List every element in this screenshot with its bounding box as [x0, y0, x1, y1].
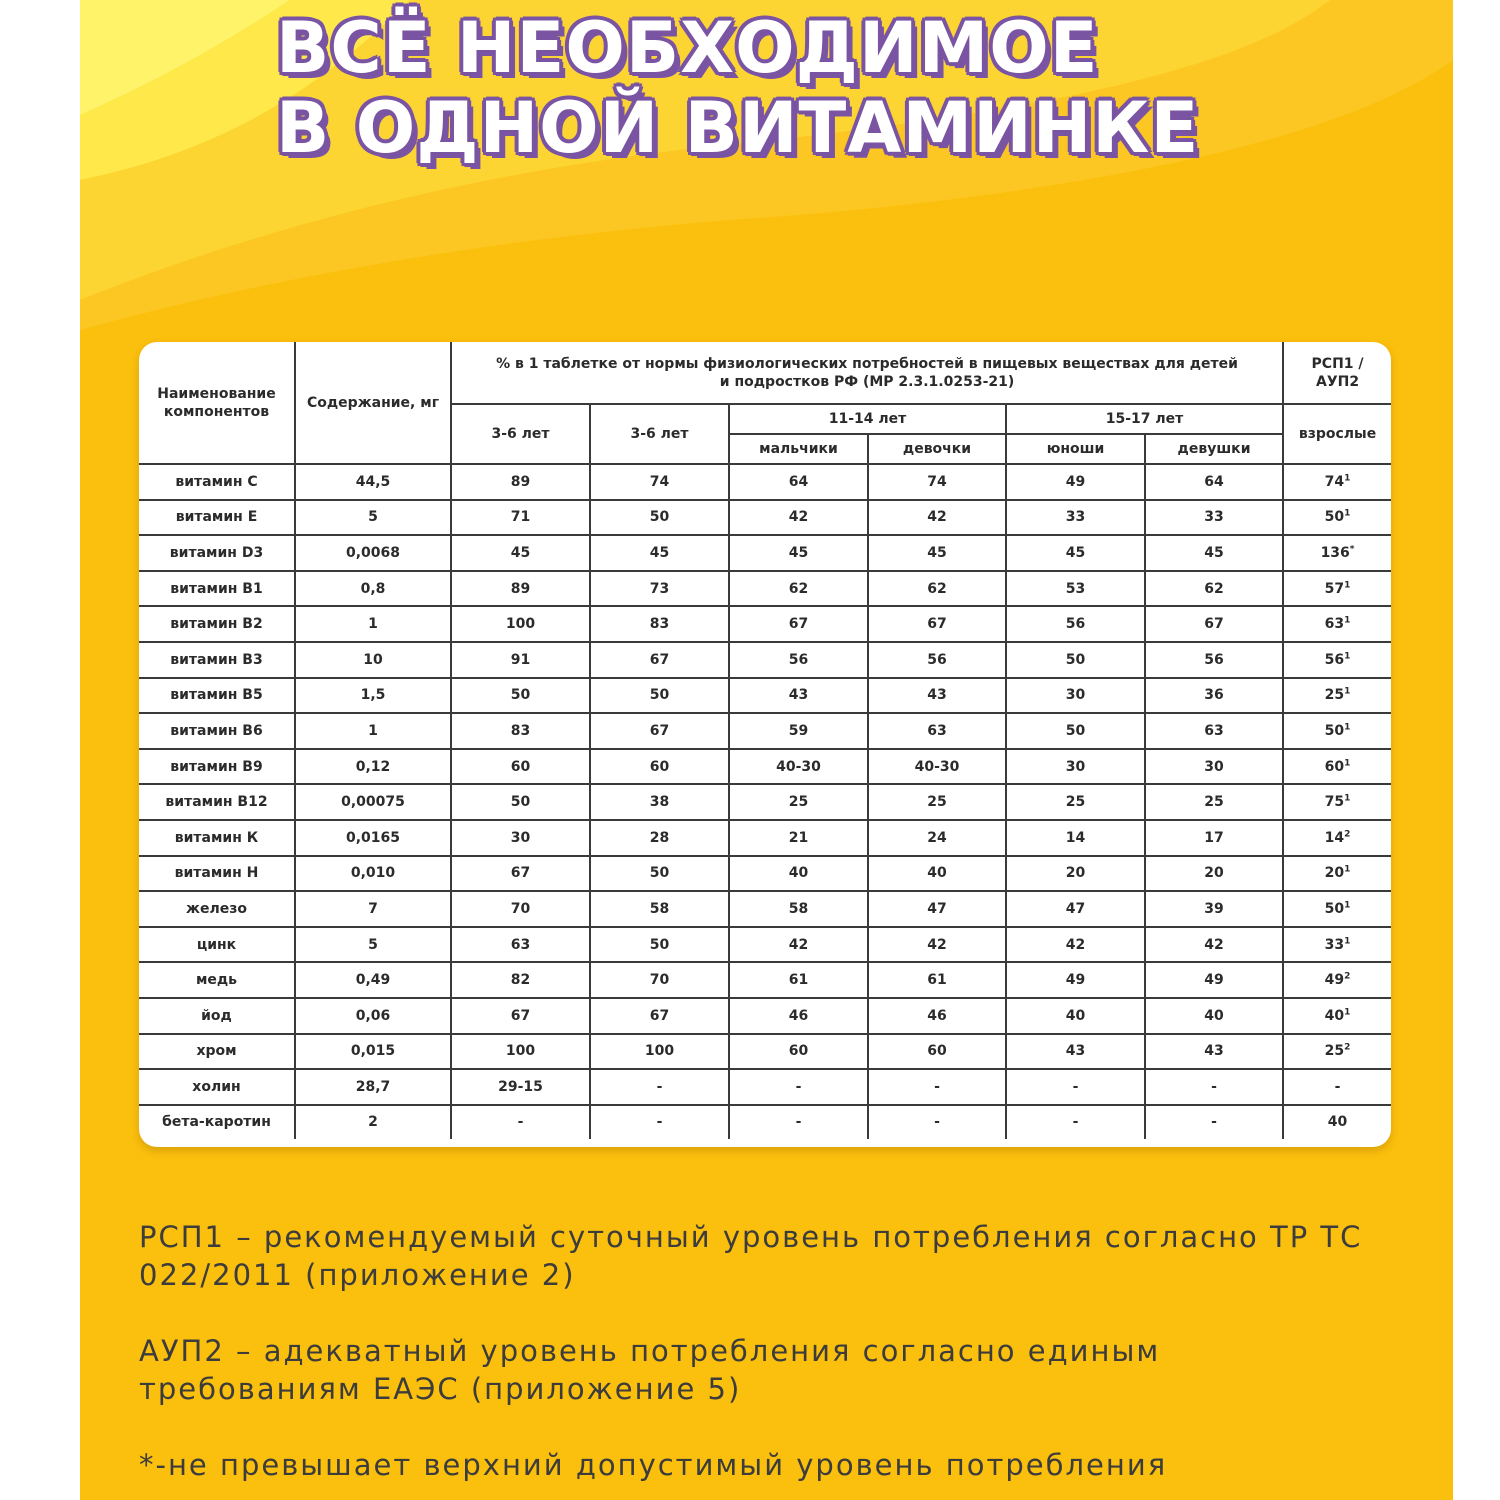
table-cell: $20^1$: [1283, 856, 1391, 892]
table-row: [139, 998, 1391, 1034]
table-cell: -: [868, 1105, 1006, 1140]
table-cell: 56: [868, 642, 1006, 678]
component-name-cell: хром: [139, 1034, 295, 1070]
component-name-cell: витамин D3: [139, 535, 295, 571]
table-cell: 33: [1145, 500, 1283, 536]
table-cell: 25: [868, 784, 1006, 820]
table-cell: 63: [868, 713, 1006, 749]
component-name-cell: витамин С: [139, 464, 295, 500]
table-cell: $56^1$: [1283, 642, 1391, 678]
table-cell: 0,00075: [295, 784, 451, 820]
table-cell: 0,010: [295, 856, 451, 892]
table-cell: 5: [295, 927, 451, 963]
table-cell: 44,5: [295, 464, 451, 500]
table-cell: 61: [729, 962, 868, 998]
table-cell: 40: [868, 856, 1006, 892]
footnote-marker: 1: [1344, 757, 1351, 768]
table-row: [139, 927, 1391, 963]
table-cell: 1: [295, 713, 451, 749]
table-cell: 67: [1145, 606, 1283, 642]
table-cell: 56: [1145, 642, 1283, 678]
table-cell: 58: [729, 891, 868, 927]
table-cell: 67: [868, 606, 1006, 642]
table-cell: 42: [1145, 927, 1283, 963]
footnote-marker: 1: [1344, 686, 1351, 697]
table-cell: 39: [1145, 891, 1283, 927]
component-name-cell: железо: [139, 891, 295, 927]
table-cell: 42: [868, 500, 1006, 536]
table-cell: 40: [1006, 998, 1145, 1034]
table-cell: 64: [729, 464, 868, 500]
table-cell: 67: [590, 998, 729, 1034]
table-cell: 47: [1006, 891, 1145, 927]
table-cell: 30: [451, 820, 590, 856]
table-cell: 38: [590, 784, 729, 820]
table-cell: 0,015: [295, 1034, 451, 1070]
component-name-cell: витамин В6: [139, 713, 295, 749]
footnote-marker: 1: [1344, 722, 1351, 733]
table-row: [139, 713, 1391, 749]
headline: [276, 8, 1199, 168]
table-cell: $75^1$: [1283, 784, 1391, 820]
table-cell: 30: [1145, 749, 1283, 785]
table-cell: 1,5: [295, 678, 451, 714]
table-cell: 56: [1006, 606, 1145, 642]
table-cell: 100: [590, 1034, 729, 1070]
table-cell: 50: [451, 678, 590, 714]
footnote-marker: *: [1349, 544, 1355, 555]
table-cell: 82: [451, 962, 590, 998]
table-cell: 49: [1006, 464, 1145, 500]
table-cell: 0,49: [295, 962, 451, 998]
component-name-cell: бета-каротин: [139, 1105, 295, 1140]
table-cell: 67: [590, 713, 729, 749]
table-cell: 46: [729, 998, 868, 1034]
table-cell: 70: [590, 962, 729, 998]
table-cell: -: [1006, 1105, 1145, 1140]
table-cell: 50: [451, 784, 590, 820]
table-row: [139, 500, 1391, 536]
table-cell: 50: [1006, 642, 1145, 678]
table-cell: $74^1$: [1283, 464, 1391, 500]
table-row: [139, 464, 1391, 500]
table-cell: 89: [451, 464, 590, 500]
footnote-marker: 1: [1344, 793, 1351, 804]
table-cell: 45: [1145, 535, 1283, 571]
table-cell: -: [451, 1105, 590, 1140]
component-name-cell: витамин В12: [139, 784, 295, 820]
footnote-marker: 1: [1344, 900, 1351, 911]
table-cell: 62: [1145, 571, 1283, 607]
header-girls-15-17: девушки: [1145, 434, 1283, 464]
table-cell: 61: [868, 962, 1006, 998]
table-cell: 30: [1006, 678, 1145, 714]
table-cell: $50^1$: [1283, 713, 1391, 749]
component-name-cell: витамин В5: [139, 678, 295, 714]
table-row: [139, 606, 1391, 642]
header-youths: юноши: [1006, 434, 1145, 464]
component-name-cell: витамин В2: [139, 606, 295, 642]
table-cell: 28: [590, 820, 729, 856]
table-row: [139, 856, 1391, 892]
note-aup: АУП2 – адекватный уровень потребления согласно единым требованиям ЕАЭС (приложение 5): [139, 1334, 1161, 1406]
table-cell: 100: [451, 606, 590, 642]
footnote-marker: 1: [1344, 1007, 1351, 1018]
table-cell: 67: [729, 606, 868, 642]
table-cell: $63^1$: [1283, 606, 1391, 642]
header-name: Наименование компонентов: [139, 342, 295, 464]
component-name-cell: цинк: [139, 927, 295, 963]
table-cell: 60: [590, 749, 729, 785]
table-cell: 43: [1145, 1034, 1283, 1070]
table-row: [139, 820, 1391, 856]
table-cell: 29-15: [451, 1069, 590, 1105]
table-cell: 47: [868, 891, 1006, 927]
table-cell: 91: [451, 642, 590, 678]
table-cell: 60: [451, 749, 590, 785]
header-age-11-14: 11-14 лет: [729, 404, 1006, 434]
table-cell: $57^1$: [1283, 571, 1391, 607]
table-cell: 42: [729, 927, 868, 963]
note-rsp: РСП1 – рекомендуемый суточный уровень потребления согласно ТР ТС 022/2011 (приложение 2): [139, 1220, 1363, 1292]
table-cell: 1: [295, 606, 451, 642]
table-cell: 136*: [1283, 535, 1391, 571]
table-cell: 67: [451, 856, 590, 892]
footnote-marker: 1: [1344, 651, 1351, 662]
table-cell: 40: [729, 856, 868, 892]
table-cell: 43: [1006, 1034, 1145, 1070]
component-name-cell: медь: [139, 962, 295, 998]
table-row: [139, 571, 1391, 607]
table-body: [139, 464, 1391, 1139]
table-cell: 58: [590, 891, 729, 927]
footnote-marker: 1: [1344, 508, 1351, 519]
table-cell: 49: [1006, 962, 1145, 998]
table-cell: 33: [1006, 500, 1145, 536]
table-cell: $60^1$: [1283, 749, 1391, 785]
table-cell: 67: [590, 642, 729, 678]
footnotes: [139, 1218, 1389, 1500]
table-cell: -: [590, 1069, 729, 1105]
table-cell: 74: [868, 464, 1006, 500]
footnote-marker: 2: [1344, 1042, 1351, 1053]
table-cell: 45: [729, 535, 868, 571]
table-cell: $50^1$: [1283, 891, 1391, 927]
table-cell: 60: [868, 1034, 1006, 1070]
component-name-cell: йод: [139, 998, 295, 1034]
table-cell: 10: [295, 642, 451, 678]
table-cell: 28,7: [295, 1069, 451, 1105]
table-cell: 40: [1283, 1105, 1391, 1140]
product-card: [80, 0, 1453, 1500]
table-row: [139, 962, 1391, 998]
footnote-marker: 2: [1344, 829, 1351, 840]
header-age-15-17: 15-17 лет: [1006, 404, 1283, 434]
header-adults: взрослые: [1283, 404, 1391, 464]
table-cell: 25: [729, 784, 868, 820]
header-percent-group: % в 1 таблетке от нормы физиологических потребностей в пищевых веществах для детей и подростков РФ (МР 2.3.1.0253-21): [451, 342, 1283, 404]
table-cell: -: [1145, 1105, 1283, 1140]
component-name-cell: витамин В3: [139, 642, 295, 678]
note-star: *-не превышает верхний допустимый уровень потребления: [139, 1448, 1168, 1482]
table-cell: 50: [590, 856, 729, 892]
table-cell: 50: [590, 927, 729, 963]
headline-line-2: В ОДНОЙ ВИТАМИНКЕ: [276, 87, 1200, 169]
table-cell: 45: [1006, 535, 1145, 571]
table-cell: 25: [1145, 784, 1283, 820]
table-cell: 74: [590, 464, 729, 500]
table-cell: 45: [451, 535, 590, 571]
table-cell: 62: [729, 571, 868, 607]
table-cell: 71: [451, 500, 590, 536]
table-row: [139, 678, 1391, 714]
table-cell: 45: [590, 535, 729, 571]
table-cell: -: [729, 1069, 868, 1105]
table-cell: 14: [1006, 820, 1145, 856]
table-cell: 89: [451, 571, 590, 607]
header-age-3-6-b: 3-6 лет: [590, 404, 729, 464]
component-name-cell: витамин В9: [139, 749, 295, 785]
header-girls: девочки: [868, 434, 1006, 464]
table-cell: -: [1145, 1069, 1283, 1105]
table-cell: 42: [868, 927, 1006, 963]
table-cell: 43: [729, 678, 868, 714]
footnote-marker: 1: [1344, 864, 1351, 875]
table-cell: 21: [729, 820, 868, 856]
table-cell: 83: [451, 713, 590, 749]
component-name-cell: холин: [139, 1069, 295, 1105]
table-cell: 42: [1006, 927, 1145, 963]
table-cell: 20: [1006, 856, 1145, 892]
table-cell: 40-30: [729, 749, 868, 785]
table-cell: -: [1006, 1069, 1145, 1105]
table-cell: $40^1$: [1283, 998, 1391, 1034]
header-boys: мальчики: [729, 434, 868, 464]
table-cell: $25^1$: [1283, 678, 1391, 714]
header-rsp: РСП1 / АУП2: [1283, 342, 1391, 404]
table-cell: -: [868, 1069, 1006, 1105]
table-cell: 60: [729, 1034, 868, 1070]
table-row: [139, 1105, 1391, 1140]
table-cell: 59: [729, 713, 868, 749]
table-cell: 40: [1145, 998, 1283, 1034]
table-cell: 56: [729, 642, 868, 678]
table-cell: 63: [1145, 713, 1283, 749]
table-cell: 7: [295, 891, 451, 927]
table-cell: 0,0165: [295, 820, 451, 856]
component-name-cell: витамин Н: [139, 856, 295, 892]
table-cell: 63: [451, 927, 590, 963]
table-row: [139, 891, 1391, 927]
table-cell: $49^2$: [1283, 962, 1391, 998]
table-cell: 24: [868, 820, 1006, 856]
table-cell: 0,06: [295, 998, 451, 1034]
component-name-cell: витамин К: [139, 820, 295, 856]
table-cell: 45: [868, 535, 1006, 571]
table-cell: 36: [1145, 678, 1283, 714]
table-cell: -: [729, 1105, 868, 1140]
table-cell: $14^2$: [1283, 820, 1391, 856]
table-cell: 46: [868, 998, 1006, 1034]
table-cell: 42: [729, 500, 868, 536]
table-cell: 50: [590, 678, 729, 714]
table-cell: 40-30: [868, 749, 1006, 785]
table-cell: 0,12: [295, 749, 451, 785]
table-cell: -: [1283, 1069, 1391, 1105]
table-cell: 49: [1145, 962, 1283, 998]
table-cell: 70: [451, 891, 590, 927]
table-cell: 30: [1006, 749, 1145, 785]
table-cell: 17: [1145, 820, 1283, 856]
table-row: [139, 1034, 1391, 1070]
table-cell: $25^2$: [1283, 1034, 1391, 1070]
table-cell: 25: [1006, 784, 1145, 820]
table-cell: 43: [868, 678, 1006, 714]
table-cell: 0,0068: [295, 535, 451, 571]
table-cell: 83: [590, 606, 729, 642]
table-cell: 0,8: [295, 571, 451, 607]
table-row: [139, 1069, 1391, 1105]
table-cell: 62: [868, 571, 1006, 607]
table-cell: 20: [1145, 856, 1283, 892]
footnote-marker: 1: [1344, 615, 1351, 626]
table-row: [139, 784, 1391, 820]
header-age-3-6-a: 3-6 лет: [451, 404, 590, 464]
table-row: [139, 749, 1391, 785]
table-cell: 64: [1145, 464, 1283, 500]
table-cell: -: [590, 1105, 729, 1140]
footnote-marker: 1: [1344, 473, 1351, 484]
table-cell: 67: [451, 998, 590, 1034]
table-cell: $50^1$: [1283, 500, 1391, 536]
table-cell: 73: [590, 571, 729, 607]
table-cell: 53: [1006, 571, 1145, 607]
table-cell: 50: [590, 500, 729, 536]
component-name-cell: витамин Е: [139, 500, 295, 536]
table-row: [139, 642, 1391, 678]
component-name-cell: витамин В1: [139, 571, 295, 607]
table-cell: 100: [451, 1034, 590, 1070]
footnote-marker: 1: [1344, 579, 1351, 590]
table-cell: 2: [295, 1105, 451, 1140]
footnote-marker: 2: [1344, 971, 1351, 982]
footnote-marker: 1: [1344, 935, 1351, 946]
table-cell: 5: [295, 500, 451, 536]
header-content: Содержание, мг: [295, 342, 451, 464]
table-cell: $33^1$: [1283, 927, 1391, 963]
table-row: [139, 535, 1391, 571]
headline-line-1: ВСЁ НЕОБХОДИМОЕ: [276, 7, 1099, 89]
table-cell: 50: [1006, 713, 1145, 749]
nutrition-table: [139, 342, 1391, 1147]
